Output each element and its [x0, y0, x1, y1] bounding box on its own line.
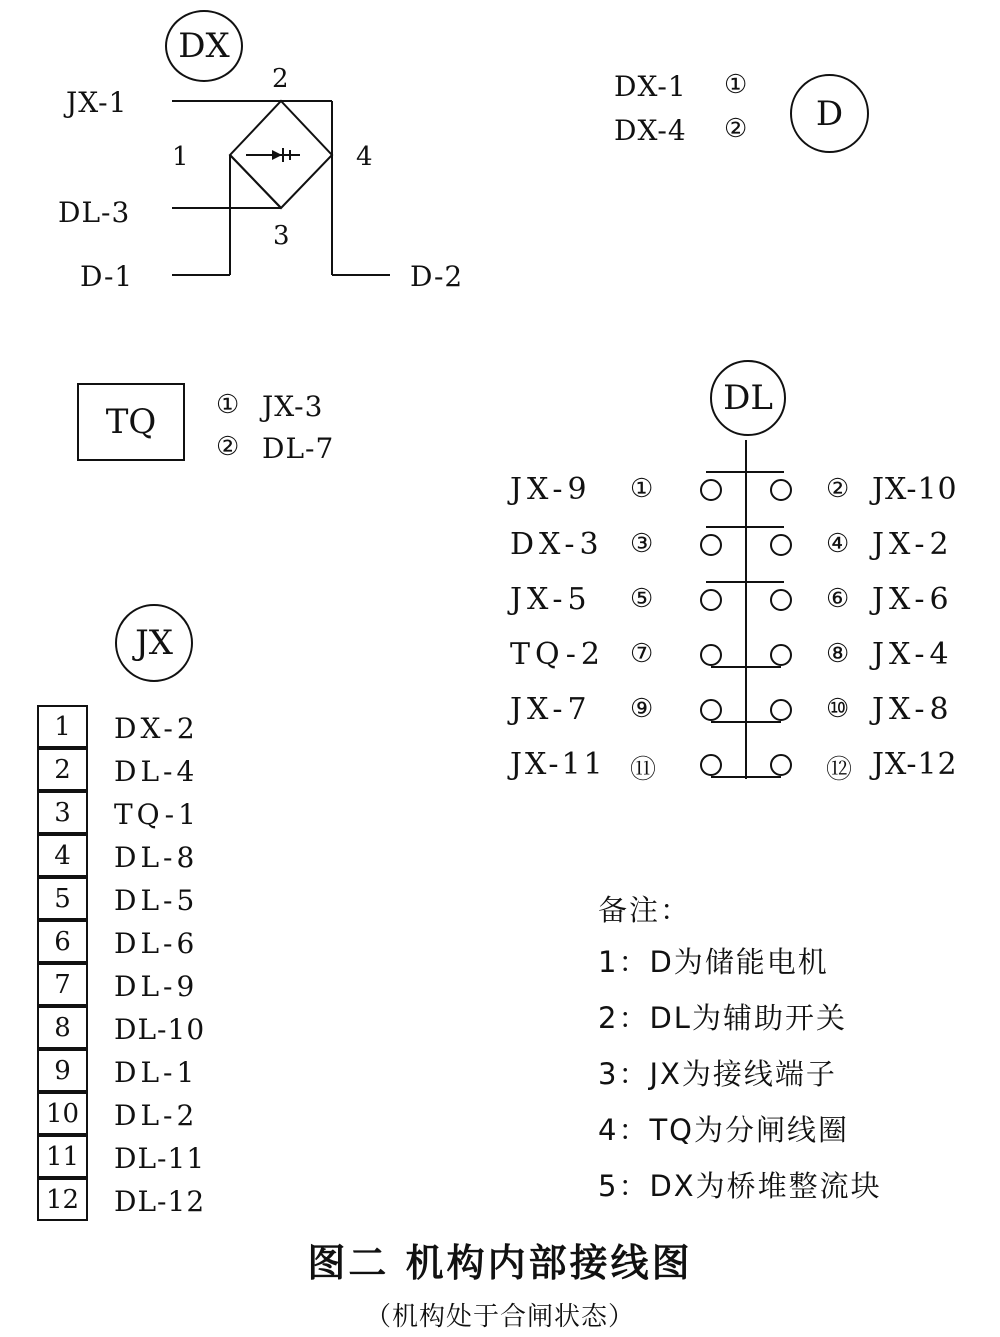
- jx-terminal-number: 9: [37, 1049, 88, 1092]
- dl-right-num: ④: [826, 529, 850, 559]
- dl-right-label: JX-12: [872, 747, 958, 782]
- dx-node-3: 3: [273, 221, 290, 251]
- dl-right-label: JX-8: [872, 692, 954, 727]
- dx-label-d2: D-2: [410, 260, 464, 293]
- dl-right-num: ⑫: [826, 755, 853, 785]
- dx-label-dl3: DL-3: [58, 196, 131, 229]
- tq-pin-num-1: ①: [216, 390, 240, 420]
- dl-left-num: ⑤: [630, 584, 654, 614]
- jx-terminal-number: 1: [37, 705, 88, 748]
- jx-terminal-connection: DL-11: [114, 1142, 206, 1175]
- dl-left-label: JX-11: [510, 747, 606, 782]
- jx-terminal-connection: DL-4: [114, 755, 199, 788]
- dl-left-label: JX-5: [510, 582, 592, 617]
- jx-terminal-connection: DL-8: [114, 841, 199, 874]
- notes-heading: 备注：: [598, 893, 692, 927]
- dl-left-num: ③: [630, 529, 654, 559]
- d-pin-num-2: ②: [724, 114, 748, 144]
- jx-terminal-connection: DX-2: [114, 712, 199, 745]
- jx-terminal-symbol: JX: [115, 604, 193, 682]
- tq-pin-label-2: DL-7: [262, 432, 335, 465]
- diode-arrow: [272, 150, 282, 160]
- tq-pin-num-2: ②: [216, 432, 240, 462]
- d-pin-label-1: DX-1: [614, 70, 687, 103]
- jx-terminal-number: 3: [37, 791, 88, 834]
- dl-right-label: JX-2: [872, 527, 954, 562]
- jx-terminal-number: 7: [37, 963, 88, 1006]
- dl-right-num: ②: [826, 474, 850, 504]
- dl-right-num: ⑩: [826, 694, 850, 724]
- dx-node-2: 2: [272, 64, 289, 94]
- note-item: 5：DX为桥堆整流块: [598, 1169, 882, 1203]
- tq-coil-symbol: TQ: [77, 383, 185, 461]
- dl-left-label: DX-3: [510, 527, 604, 562]
- jx-terminal-number: 4: [37, 834, 88, 877]
- dl-right-label: JX-4: [872, 637, 954, 672]
- jx-terminal-number: 11: [37, 1135, 88, 1178]
- note-item: 3：JX为接线端子: [598, 1057, 837, 1091]
- jx-terminal-number: 6: [37, 920, 88, 963]
- dx-label-jx1: JX-1: [66, 86, 128, 119]
- d-motor-symbol: D: [790, 74, 869, 153]
- d-pin-label-2: DX-4: [614, 114, 687, 147]
- jx-terminal-connection: DL-9: [114, 970, 199, 1003]
- jx-terminal-connection: DL-10: [114, 1013, 206, 1046]
- jx-terminal-connection: TQ-1: [114, 798, 200, 831]
- dl-left-num: ⑨: [630, 694, 654, 724]
- jx-terminal-number: 10: [37, 1092, 88, 1135]
- jx-terminal-number: 5: [37, 877, 88, 920]
- dl-left-label: TQ-2: [510, 637, 605, 672]
- dl-right-num: ⑧: [826, 639, 850, 669]
- jx-terminal-number: 8: [37, 1006, 88, 1049]
- d-pin-num-1: ①: [724, 70, 748, 100]
- figure-title: 图二 机构内部接线图: [307, 1241, 693, 1285]
- dl-right-label: JX-10: [872, 472, 958, 507]
- jx-terminal-connection: DL-6: [114, 927, 199, 960]
- dx-symbol: DX: [165, 10, 243, 82]
- dl-left-label: JX-7: [510, 692, 592, 727]
- jx-terminal-connection: DL-5: [114, 884, 199, 917]
- tq-pin-label-1: JX-3: [262, 390, 324, 423]
- dx-node-1: 1: [172, 142, 189, 172]
- note-item: 2：DL为辅助开关: [598, 1001, 847, 1035]
- jx-terminal-connection: DL-12: [114, 1185, 206, 1218]
- dl-switch-symbol: DL: [710, 360, 786, 436]
- dl-left-num: ⑦: [630, 639, 654, 669]
- jx-terminal-connection: DL-2: [114, 1099, 199, 1132]
- jx-terminal-number: 12: [37, 1178, 88, 1221]
- dl-left-num: ①: [630, 474, 654, 504]
- dl-right-num: ⑥: [826, 584, 850, 614]
- note-item: 1：D为储能电机: [598, 945, 829, 979]
- jx-terminal-connection: DL-1: [114, 1056, 199, 1089]
- dl-right-label: JX-6: [872, 582, 954, 617]
- dl-left-label: JX-9: [510, 472, 592, 507]
- jx-terminal-number: 2: [37, 748, 88, 791]
- dl-left-num: ⑪: [630, 755, 657, 785]
- note-item: 4：TQ为分闸线圈: [598, 1113, 849, 1147]
- dx-node-4: 4: [356, 142, 373, 172]
- figure-subtitle: （机构处于合闸状态）: [364, 1302, 635, 1332]
- dx-label-d1: D-1: [80, 260, 134, 293]
